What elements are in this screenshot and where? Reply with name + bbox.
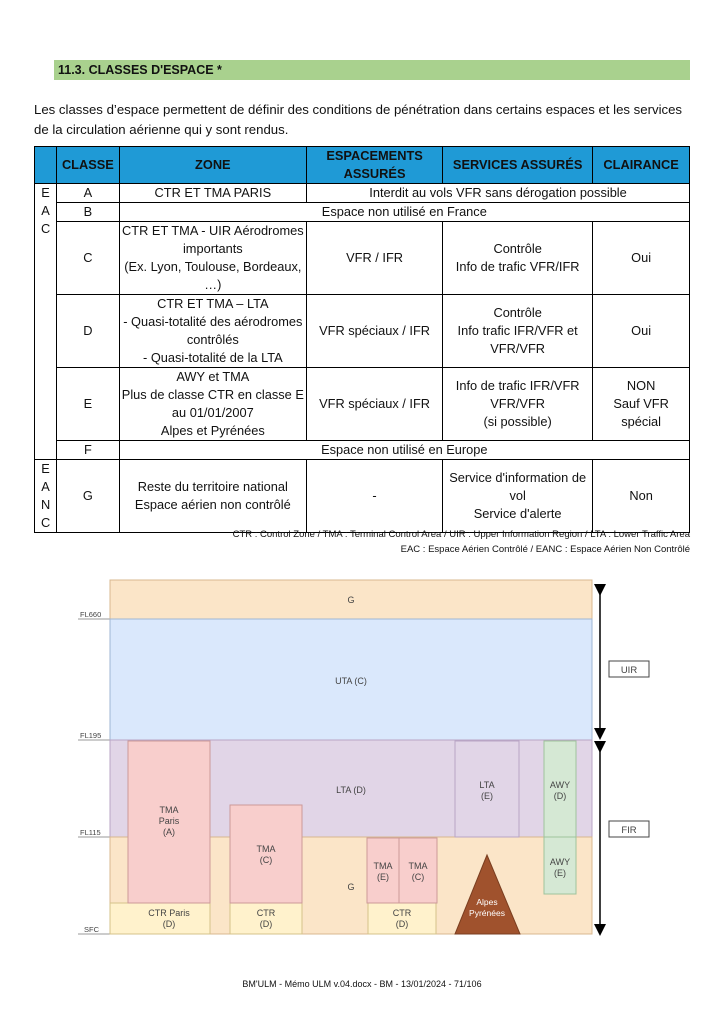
header-clairance: CLAIRANCE [593, 147, 690, 184]
sfc-label: SFC [84, 925, 99, 934]
cell-classe-c: C [57, 222, 119, 295]
airspace-class-table [34, 146, 690, 533]
cell-zone-a: CTR ET TMA PARIS [119, 184, 306, 203]
cell-services-c: Contrôle Info de trafic VFR/IFR [443, 222, 593, 295]
cell-zone-d: CTR ET TMA – LTA - Quasi-totalité des aérodromes contrôlés - Quasi-totalité de la LTA [119, 295, 306, 368]
header-espacements: ESPACEMENTS ASSURÉS [307, 147, 443, 184]
header-classe: CLASSE [57, 147, 119, 184]
table-row-f [35, 441, 690, 460]
eac-group-label: E A C [35, 184, 57, 460]
cell-espacements-c: VFR / IFR [307, 222, 443, 295]
tma-paris-label-3: (A) [163, 827, 175, 837]
lta-label: LTA (D) [336, 785, 366, 795]
lta-e-label-1: LTA [479, 780, 495, 790]
header-blank [35, 147, 57, 184]
footnote-eac-eanc: EAC : Espace Aérien Contrôlé / EANC : Espace Aérien Non Contrôlé [400, 544, 690, 555]
uir-label: UIR [620, 665, 638, 676]
cell-classe-b: B [57, 203, 119, 222]
cell-clairance-g: Non [593, 460, 690, 533]
tma-c-mid-box [230, 805, 302, 903]
section-title: 11.3. CLASSES D'ESPACE * [54, 60, 690, 80]
awy-e-label-2: (E) [554, 868, 566, 878]
cell-espacements-e: VFR spéciaux / IFR [307, 368, 443, 441]
table-row-c [35, 222, 690, 295]
cell-espacements-g: - [307, 460, 443, 533]
airspace-diagram [0, 570, 724, 940]
cell-zone-g: Reste du territoire national Espace aérien non contrôlé [119, 460, 306, 533]
intro-text: Les classes d’espace permettent de définir des conditions de pénétration dans certains espaces et les services de la circulation aérienne qui y sont rendus. [34, 102, 683, 137]
eanc-group-label: E A N C [35, 460, 57, 533]
tma-c-small-label-2: (C) [411, 872, 425, 882]
uta-label: UTA (C) [335, 676, 367, 686]
fl115-label: FL115 [80, 828, 101, 837]
footnote-abbreviations: CTR : Control Zone / TMA : Terminal Control Area / UIR : Upper Information Region / LTA : Lower Traffic Area [232, 529, 690, 540]
cell-clairance-c: Oui [593, 222, 690, 295]
cell-zone-e: AWY et TMA Plus de classe CTR en classe E au 01/01/2007 Alpes et Pyrénées [119, 368, 306, 441]
alpes-label-2: Pyrénées [469, 908, 505, 918]
ctr-d1-label-1: CTR [256, 908, 276, 918]
cell-merged-a: Interdit au vols VFR sans dérogation possible [307, 184, 690, 203]
tma-c-mid-label-1: TMA [256, 844, 276, 854]
header-zone: ZONE [119, 147, 306, 184]
cell-clairance-e: NON Sauf VFR spécial [593, 368, 690, 441]
fir-label: FIR [621, 825, 637, 836]
cell-classe-f: F [57, 441, 119, 460]
g-low-label: G [347, 882, 355, 892]
tma-paris-label-2: Paris [158, 816, 180, 826]
tma-paris-label-1: TMA [159, 805, 179, 815]
lta-e-label-2: (E) [481, 791, 493, 801]
cell-merged-f: Espace non utilisé en Europe [119, 441, 689, 460]
cell-classe-a: A [57, 184, 119, 203]
ctr-d1-label-2: (D) [259, 919, 273, 929]
alpes-label-1: Alpes [476, 897, 498, 907]
cell-zone-c: CTR ET TMA - UIR Aérodromes importants (Ex. Lyon, Toulouse, Bordeaux, …) [119, 222, 306, 295]
awy-d-label-1: AWY [549, 780, 571, 790]
table-row-d [35, 295, 690, 368]
table-row-b [35, 203, 690, 222]
table-row-g [35, 460, 690, 533]
cell-classe-d: D [57, 295, 119, 368]
cell-services-d: Contrôle Info trafic IFR/VFR et VFR/VFR [443, 295, 593, 368]
cell-clairance-d: Oui [593, 295, 690, 368]
fl660-label: FL660 [80, 610, 102, 619]
cell-merged-b: Espace non utilisé en France [119, 203, 689, 222]
page-footer: BM'ULM - Mémo ULM v.04.docx - BM - 13/01/2024 - 71/106 [242, 979, 482, 989]
g-top-label: G [347, 595, 355, 605]
tma-c-small-label-1: TMA [408, 861, 428, 871]
ctr-d2-label-1: CTR [392, 908, 412, 918]
ctr-d2-label-2: (D) [395, 919, 409, 929]
table-header-row [35, 147, 690, 184]
cell-classe-e: E [57, 368, 119, 441]
cell-services-g: Service d'information de vol Service d'alerte [443, 460, 593, 533]
awy-d-label-2: (D) [553, 791, 567, 801]
awy-e-label-1: AWY [549, 857, 571, 867]
tma-e-label-2: (E) [377, 872, 389, 882]
table-row-a [35, 184, 690, 203]
ctr-paris-label-1: CTR Paris [148, 908, 190, 918]
tma-c-mid-label-2: (C) [259, 855, 273, 865]
header-services: SERVICES ASSURÉS [443, 147, 593, 184]
table-row-e [35, 368, 690, 441]
cell-espacements-d: VFR spéciaux / IFR [307, 295, 443, 368]
ctr-paris-label-2: (D) [162, 919, 176, 929]
tma-e-label-1: TMA [373, 861, 393, 871]
fl195-label: FL195 [80, 731, 102, 740]
cell-classe-g: G [57, 460, 119, 533]
cell-services-e: Info de trafic IFR/VFR VFR/VFR (si possible) [443, 368, 593, 441]
